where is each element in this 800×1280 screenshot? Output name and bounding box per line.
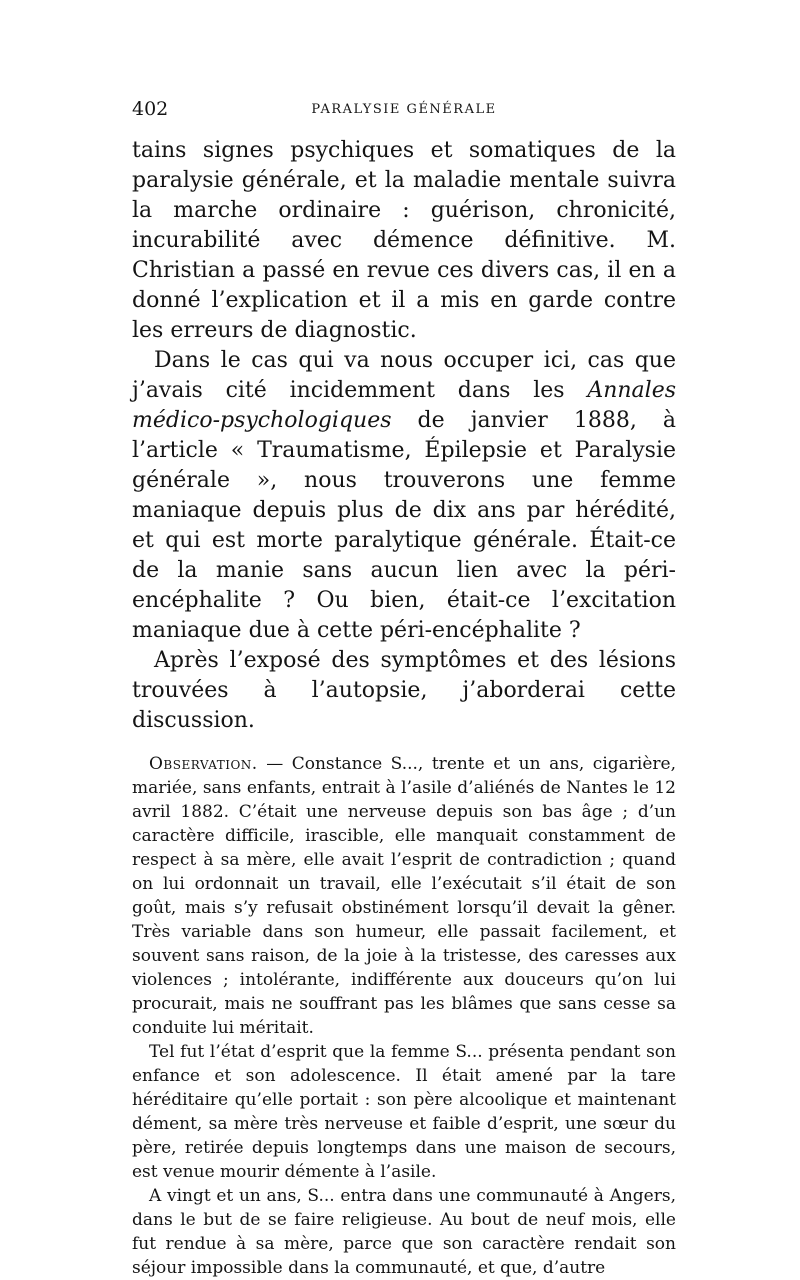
page-body bbox=[132, 136, 676, 1280]
running-head: PARALYSIE GÉNÉRALE bbox=[311, 102, 497, 117]
paragraph-text: Dans le cas qui va nous occuper ici, cas que j’avais cité incidemment dans les bbox=[132, 348, 676, 403]
page-number: 402 bbox=[132, 98, 169, 120]
observation-paragraph bbox=[132, 752, 676, 1040]
observation-label: Observation. bbox=[149, 754, 258, 774]
paragraph: Après l’exposé des symptômes et des lésions trouvées à l’autopsie, j’aborderai cette discussion. bbox=[132, 648, 676, 733]
observation-text: — Constance S..., trente et un ans, cigarière, mariée, sans enfants, entrait à l’asile d’aliénés de Nantes le 12 avril 1882. C’était une nerveuse depuis son bas âge ; d’un caractère difficile, irascible, elle manquait constamment de respect à sa mère, elle avait l’esprit de contradiction ; quand on lui ordonnait un travail, elle l’exécutait s’il était de son goût, mais s’y refusait obstinément lorsqu’il devait la gêner. Très variable dans son humeur, elle passait facilement, et souvent sans raison, de la joie à la tristesse, des caresses aux violences ; intolérante, indifférente aux douceurs qu’on lui procurait, mais ne souffrant pas les blâmes que sans cesse sa conduite lui méritait. bbox=[132, 754, 676, 1038]
paragraph-text: de janvier 1888, à l’article « Traumatisme, Épilepsie et Paralysie générale », nous trouverons une femme maniaque depuis plus de dix ans par hérédité, et qui est morte paralytique générale. Était-ce de la manie sans aucun lien avec la péri-encéphalite ? Ou bien, était-ce l’excitation maniaque due à cette péri-encéphalite ? bbox=[132, 408, 676, 643]
paragraph bbox=[132, 346, 676, 646]
journal-title: Annales médico-psychologiques bbox=[132, 378, 676, 433]
observation-section bbox=[132, 752, 676, 1280]
paragraph: Tel fut l’état d’esprit que la femme S... présenta pendant son enfance et son adolescence. Il était amené par la tare héréditaire qu’elle portait : son père alcoolique et maintenant dément, sa mère très nerveuse et faible d’esprit, une sœur du père, retirée depuis longtemps dans une maison de secours, est venue mourir démente à l’asile. bbox=[132, 1042, 676, 1182]
page-header bbox=[132, 98, 676, 122]
paragraph: A vingt et un ans, S... entra dans une communauté à Angers, dans le but de se faire religieuse. Au bout de neuf mois, elle fut rendue à sa mère, parce que son caractère rendait son séjour impossible dans la communauté, et que, d’autre bbox=[132, 1186, 676, 1278]
paragraph: tains signes psychiques et somatiques de la paralysie générale, et la maladie mentale suivra la marche ordinaire : guérison, chronicité, incurabilité avec démence définitive. M. Christian a passé en revue ces divers cas, il en a donné l’explication et il a mis en garde contre les erreurs de diagnostic. bbox=[132, 138, 676, 343]
main-text bbox=[132, 136, 676, 736]
